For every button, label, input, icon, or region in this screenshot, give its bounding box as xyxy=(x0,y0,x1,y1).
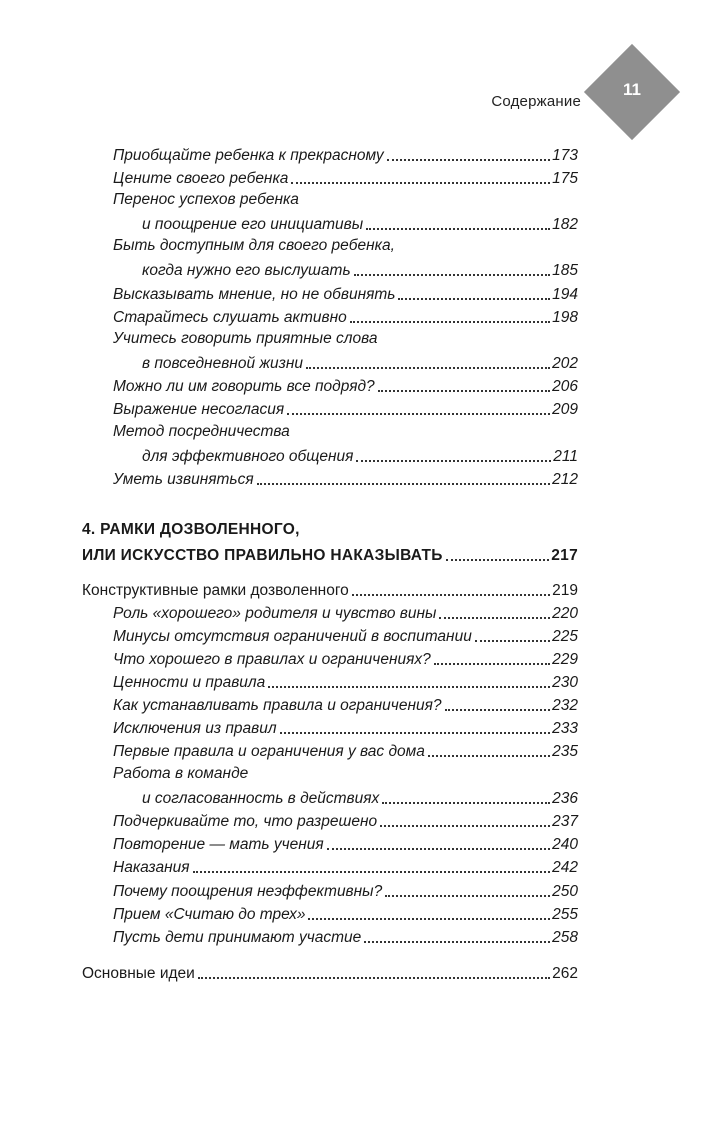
chapter-heading[interactable] xyxy=(82,544,578,566)
toc-entry-title: Почему поощрения неэффективны? xyxy=(113,883,383,900)
toc-entry-title: и поощрение его инициативы xyxy=(142,216,364,233)
running-header: Содержание xyxy=(491,93,581,110)
toc-entry[interactable] xyxy=(113,468,578,490)
toc-entry-title: Ценности и правила xyxy=(113,674,266,691)
toc-entry-page: 236 xyxy=(552,790,578,807)
toc-entry-title: Выражение несогласия xyxy=(113,401,285,418)
page-number-badge xyxy=(584,44,680,140)
toc-entry[interactable] xyxy=(113,167,578,189)
toc-entry-title: в повседневной жизни xyxy=(142,355,304,372)
toc-entry-page: 230 xyxy=(552,674,578,691)
toc-entry-title: Подчеркивайте то, что разрешено xyxy=(113,813,378,830)
toc-entry[interactable] xyxy=(113,717,578,739)
toc-entry-title: когда нужно его выслушать xyxy=(142,262,351,279)
toc-section-page: 262 xyxy=(552,965,578,982)
toc-entry[interactable] xyxy=(142,213,578,235)
page-number: 11 xyxy=(623,80,641,99)
toc-entry-page: 182 xyxy=(552,216,578,233)
toc-entry-title: Повторение — мать учения xyxy=(113,836,324,853)
toc-entry-title: и согласованность в действиях xyxy=(142,790,380,807)
toc-section-title: Основные идеи xyxy=(82,965,195,982)
toc-entry[interactable] xyxy=(113,810,578,832)
toc-entry-title: Старайтесь слушать активно xyxy=(113,309,347,326)
toc-entry[interactable] xyxy=(113,306,578,328)
dot-leader xyxy=(366,228,550,230)
toc-section-page: 219 xyxy=(552,582,578,599)
toc-section[interactable] xyxy=(82,962,578,984)
toc-entry-page: 206 xyxy=(552,378,578,395)
toc-entry-title: для эффективного общения xyxy=(142,448,354,465)
toc-entry-page: 232 xyxy=(552,697,578,714)
toc-entry-page: 175 xyxy=(552,170,578,187)
toc-entry-page: 194 xyxy=(552,286,578,303)
toc-entry[interactable] xyxy=(113,833,578,855)
toc-entry-page: 258 xyxy=(552,929,578,946)
toc-entry-title: Что хорошего в правилах и ограничениях? xyxy=(113,651,431,668)
toc-entry[interactable] xyxy=(113,144,578,166)
dot-leader xyxy=(193,871,551,873)
toc-entry-page: 255 xyxy=(552,906,578,923)
dot-leader xyxy=(398,298,550,300)
dot-leader xyxy=(287,413,550,415)
dot-leader xyxy=(327,848,550,850)
toc-entry-page: 250 xyxy=(552,883,578,900)
dot-leader xyxy=(257,483,551,485)
toc-entry-page: 235 xyxy=(552,743,578,760)
chapter-heading-first-line: 4. РАМКИ ДОЗВОЛЕННОГО, xyxy=(82,521,300,538)
toc-entry-page: 220 xyxy=(552,605,578,622)
dot-leader xyxy=(354,274,551,276)
toc-entry[interactable] xyxy=(113,283,578,305)
dot-leader xyxy=(352,594,550,596)
dot-leader xyxy=(378,390,550,392)
toc-entry-page: 209 xyxy=(552,401,578,418)
toc-entry-title: Роль «хорошего» родителя и чувство вины xyxy=(113,605,437,622)
dot-leader xyxy=(445,709,551,711)
dot-leader xyxy=(198,977,550,979)
dot-leader xyxy=(308,918,550,920)
toc-entry-page: 185 xyxy=(552,262,578,279)
toc-entry-page: 202 xyxy=(552,355,578,372)
toc-entry-title: Исключения из правил xyxy=(113,720,277,737)
toc-entry-page: 237 xyxy=(552,813,578,830)
dot-leader xyxy=(446,559,550,561)
toc-entry-page: 229 xyxy=(552,651,578,668)
toc-entry-page: 211 xyxy=(553,448,578,465)
dot-leader xyxy=(387,159,550,161)
dot-leader xyxy=(385,895,550,897)
toc-entry-page: 240 xyxy=(552,836,578,853)
toc-entry-first-line: Учитесь говорить приятные слова xyxy=(113,330,378,347)
toc-entry[interactable] xyxy=(142,259,578,281)
toc-entry[interactable] xyxy=(113,740,578,762)
toc-entry-title: Минусы отсутствия ограничений в воспитании xyxy=(113,628,472,645)
dot-leader xyxy=(439,617,550,619)
toc-entry[interactable] xyxy=(142,445,578,467)
dot-leader xyxy=(475,640,550,642)
toc-entry-first-line: Метод посредничества xyxy=(113,423,290,440)
toc-entry-title: Высказывать мнение, но не обвинять xyxy=(113,286,396,303)
toc-entry[interactable] xyxy=(113,926,578,948)
toc-entry-page: 173 xyxy=(552,147,578,164)
toc-entry-title: Наказания xyxy=(113,859,190,876)
toc-entry[interactable] xyxy=(113,856,578,878)
toc-entry[interactable] xyxy=(142,352,578,374)
toc-entry-title: Приобщайте ребенка к прекрасному xyxy=(113,147,384,164)
toc-entry-page: 233 xyxy=(552,720,578,737)
dot-leader xyxy=(356,460,551,462)
toc-entry[interactable] xyxy=(113,625,578,647)
toc-entry[interactable] xyxy=(113,398,578,420)
dot-leader xyxy=(291,182,550,184)
toc-entry-title: Уметь извиняться xyxy=(113,471,254,488)
dot-leader xyxy=(364,941,550,943)
toc-section-title: Конструктивные рамки дозволенного xyxy=(82,582,349,599)
dot-leader xyxy=(434,663,550,665)
dot-leader xyxy=(382,802,550,804)
toc-entry[interactable] xyxy=(113,880,578,902)
toc-entry-first-line: Работа в команде xyxy=(113,765,249,782)
chapter-page: 217 xyxy=(551,547,578,564)
toc-section[interactable] xyxy=(82,579,578,601)
dot-leader xyxy=(350,321,550,323)
toc-entry[interactable] xyxy=(113,602,578,624)
toc-entry-title: Можно ли им говорить все подряд? xyxy=(113,378,375,395)
toc-entry[interactable] xyxy=(113,694,578,716)
toc-entry-title: Первые правила и ограничения у вас дома xyxy=(113,743,425,760)
toc-entry-first-line: Быть доступным для своего ребенка, xyxy=(113,237,395,254)
dot-leader xyxy=(428,755,550,757)
toc-entry[interactable] xyxy=(113,903,578,925)
toc-entry[interactable] xyxy=(142,787,578,809)
toc-entry-title: Цените своего ребенка xyxy=(113,170,289,187)
toc-entry-title: Как устанавливать правила и ограничения? xyxy=(113,697,442,714)
dot-leader xyxy=(268,686,550,688)
toc-entry-page: 212 xyxy=(552,471,578,488)
toc-entry-page: 198 xyxy=(552,309,578,326)
toc-entry-first-line: Перенос успехов ребенка xyxy=(113,191,299,208)
toc-entry-title: Прием «Считаю до трех» xyxy=(113,906,306,923)
dot-leader xyxy=(306,367,550,369)
chapter-title: ИЛИ ИСКУССТВО ПРАВИЛЬНО НАКАЗЫВАТЬ xyxy=(82,547,443,564)
toc-entry-title: Пусть дети принимают участие xyxy=(113,929,362,946)
toc-entry[interactable] xyxy=(113,648,578,670)
toc-entry-page: 242 xyxy=(552,859,578,876)
toc-entry[interactable] xyxy=(113,671,578,693)
dot-leader xyxy=(380,825,550,827)
toc-entry[interactable] xyxy=(113,375,578,397)
toc-entry-page: 225 xyxy=(552,628,578,645)
dot-leader xyxy=(280,732,551,734)
